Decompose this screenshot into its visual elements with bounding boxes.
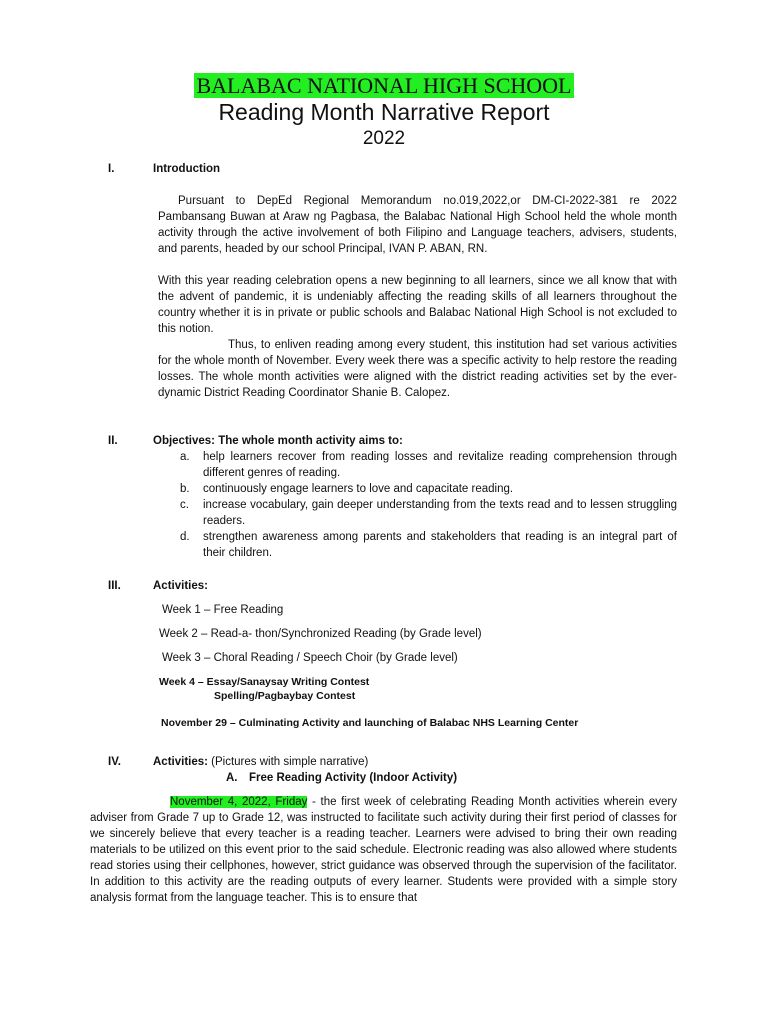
section-title: Activities: xyxy=(153,580,208,592)
section-number: IV. xyxy=(108,756,122,768)
section-title-bold: Activities: xyxy=(153,756,208,768)
school-name xyxy=(0,73,768,99)
section-title xyxy=(153,754,368,770)
objective-letter: b. xyxy=(180,483,190,495)
subsection-title: Free Reading Activity (Indoor Activity) xyxy=(249,772,458,784)
intro-paragraph-3: Thus, to enliven reading among every student, this institution had set various activities for the whole month of November. Every week there was a specific activity to help restore the reading losses. The whole month activities were aligned with the district reading activities set by the ever-dynamic District Reading Coordinator Shanie B. Calopez. xyxy=(158,339,677,399)
objective-letter: d. xyxy=(180,531,190,543)
objective-item xyxy=(180,481,677,497)
subsection-letter: A. xyxy=(226,772,238,784)
week-4-activity-line-2: Spelling/Pagbaybay Contest xyxy=(214,690,356,702)
report-title: Reading Month Narrative Report xyxy=(218,99,550,125)
report-year: 2022 xyxy=(362,128,406,149)
free-reading-narrative xyxy=(90,794,677,906)
objective-text: continuously engage learners to love and capacitate reading. xyxy=(203,483,514,495)
objective-letter: a. xyxy=(180,451,190,463)
section-title: Objectives: The whole month activity aims to: xyxy=(153,435,403,447)
objective-item xyxy=(180,449,677,481)
objective-text: strengthen awareness among parents and stakeholders that reading is an integral part of their children. xyxy=(203,531,677,559)
section-title: Introduction xyxy=(153,163,221,175)
school-name-highlight: BALABAC NATIONAL HIGH SCHOOL xyxy=(196,73,572,98)
date-highlight: November 4, 2022, Friday xyxy=(170,796,308,808)
culminating-activity: November 29 – Culminating Activity and launching of Balabac NHS Learning Center xyxy=(161,717,579,729)
objective-item xyxy=(180,497,677,529)
intro-paragraph-2: With this year reading celebration opens a new beginning to all learners, since we all know that with the advent of pandemic, it is undeniably affecting the reading skills of all learners throughout the country whether it is in private or public schools and Balabac National High School is not excluded to this notion. xyxy=(158,275,677,335)
objective-text: increase vocabulary, gain deeper understanding from the texts read and to lessen struggling readers. xyxy=(203,499,677,527)
week-2-activity: Week 2 – Read-a- thon/Synchronized Reading (by Grade level) xyxy=(159,628,482,640)
objective-item xyxy=(180,529,677,561)
section-number: II. xyxy=(108,435,118,447)
section-number: I. xyxy=(108,163,115,175)
week-1-activity: Week 1 – Free Reading xyxy=(162,604,284,616)
week-3-activity: Week 3 – Choral Reading / Speech Choir (by Grade level) xyxy=(162,652,458,664)
objective-text: help learners recover from reading losses and revitalize reading comprehension through different genres of reading. xyxy=(203,451,677,479)
section-number: III. xyxy=(108,580,121,592)
objective-letter: c. xyxy=(180,499,189,511)
narrative-text: - the first week of celebrating Reading Month activities wherein every adviser from Grade 7 up to Grade 12, was instructed to facilitate such activity during their first period of classes for we sincerely believe that every teacher is a reading teacher. Learners were advised to bring their own reading materials to be utilized on this event prior to the said schedule. Electronic reading was also allowed where students read stories using their cellphones, however, strict guidance was observed through the supervision of the facilitator. In addition to this activity are the reading outputs of every learner. Students were provided with a simple story analysis format from the language teacher. This is to ensure that xyxy=(90,796,677,904)
section-title-suffix: (Pictures with simple narrative) xyxy=(207,756,369,768)
intro-paragraph-1: Pursuant to DepEd Regional Memorandum no.019,2022,or DM-CI-2022-381 re 2022 Pambansang Buwan at Araw ng Pagbasa, the Balabac National High School held the whole month activity through the active involvement of both Filipino and Language teachers, advisers, students, and parents, headed by our school Principal, IVAN P. ABAN, RN. xyxy=(158,195,677,255)
week-4-activity: Week 4 – Essay/Sanaysay Writing Contest xyxy=(159,676,370,688)
objectives-list xyxy=(180,449,677,561)
